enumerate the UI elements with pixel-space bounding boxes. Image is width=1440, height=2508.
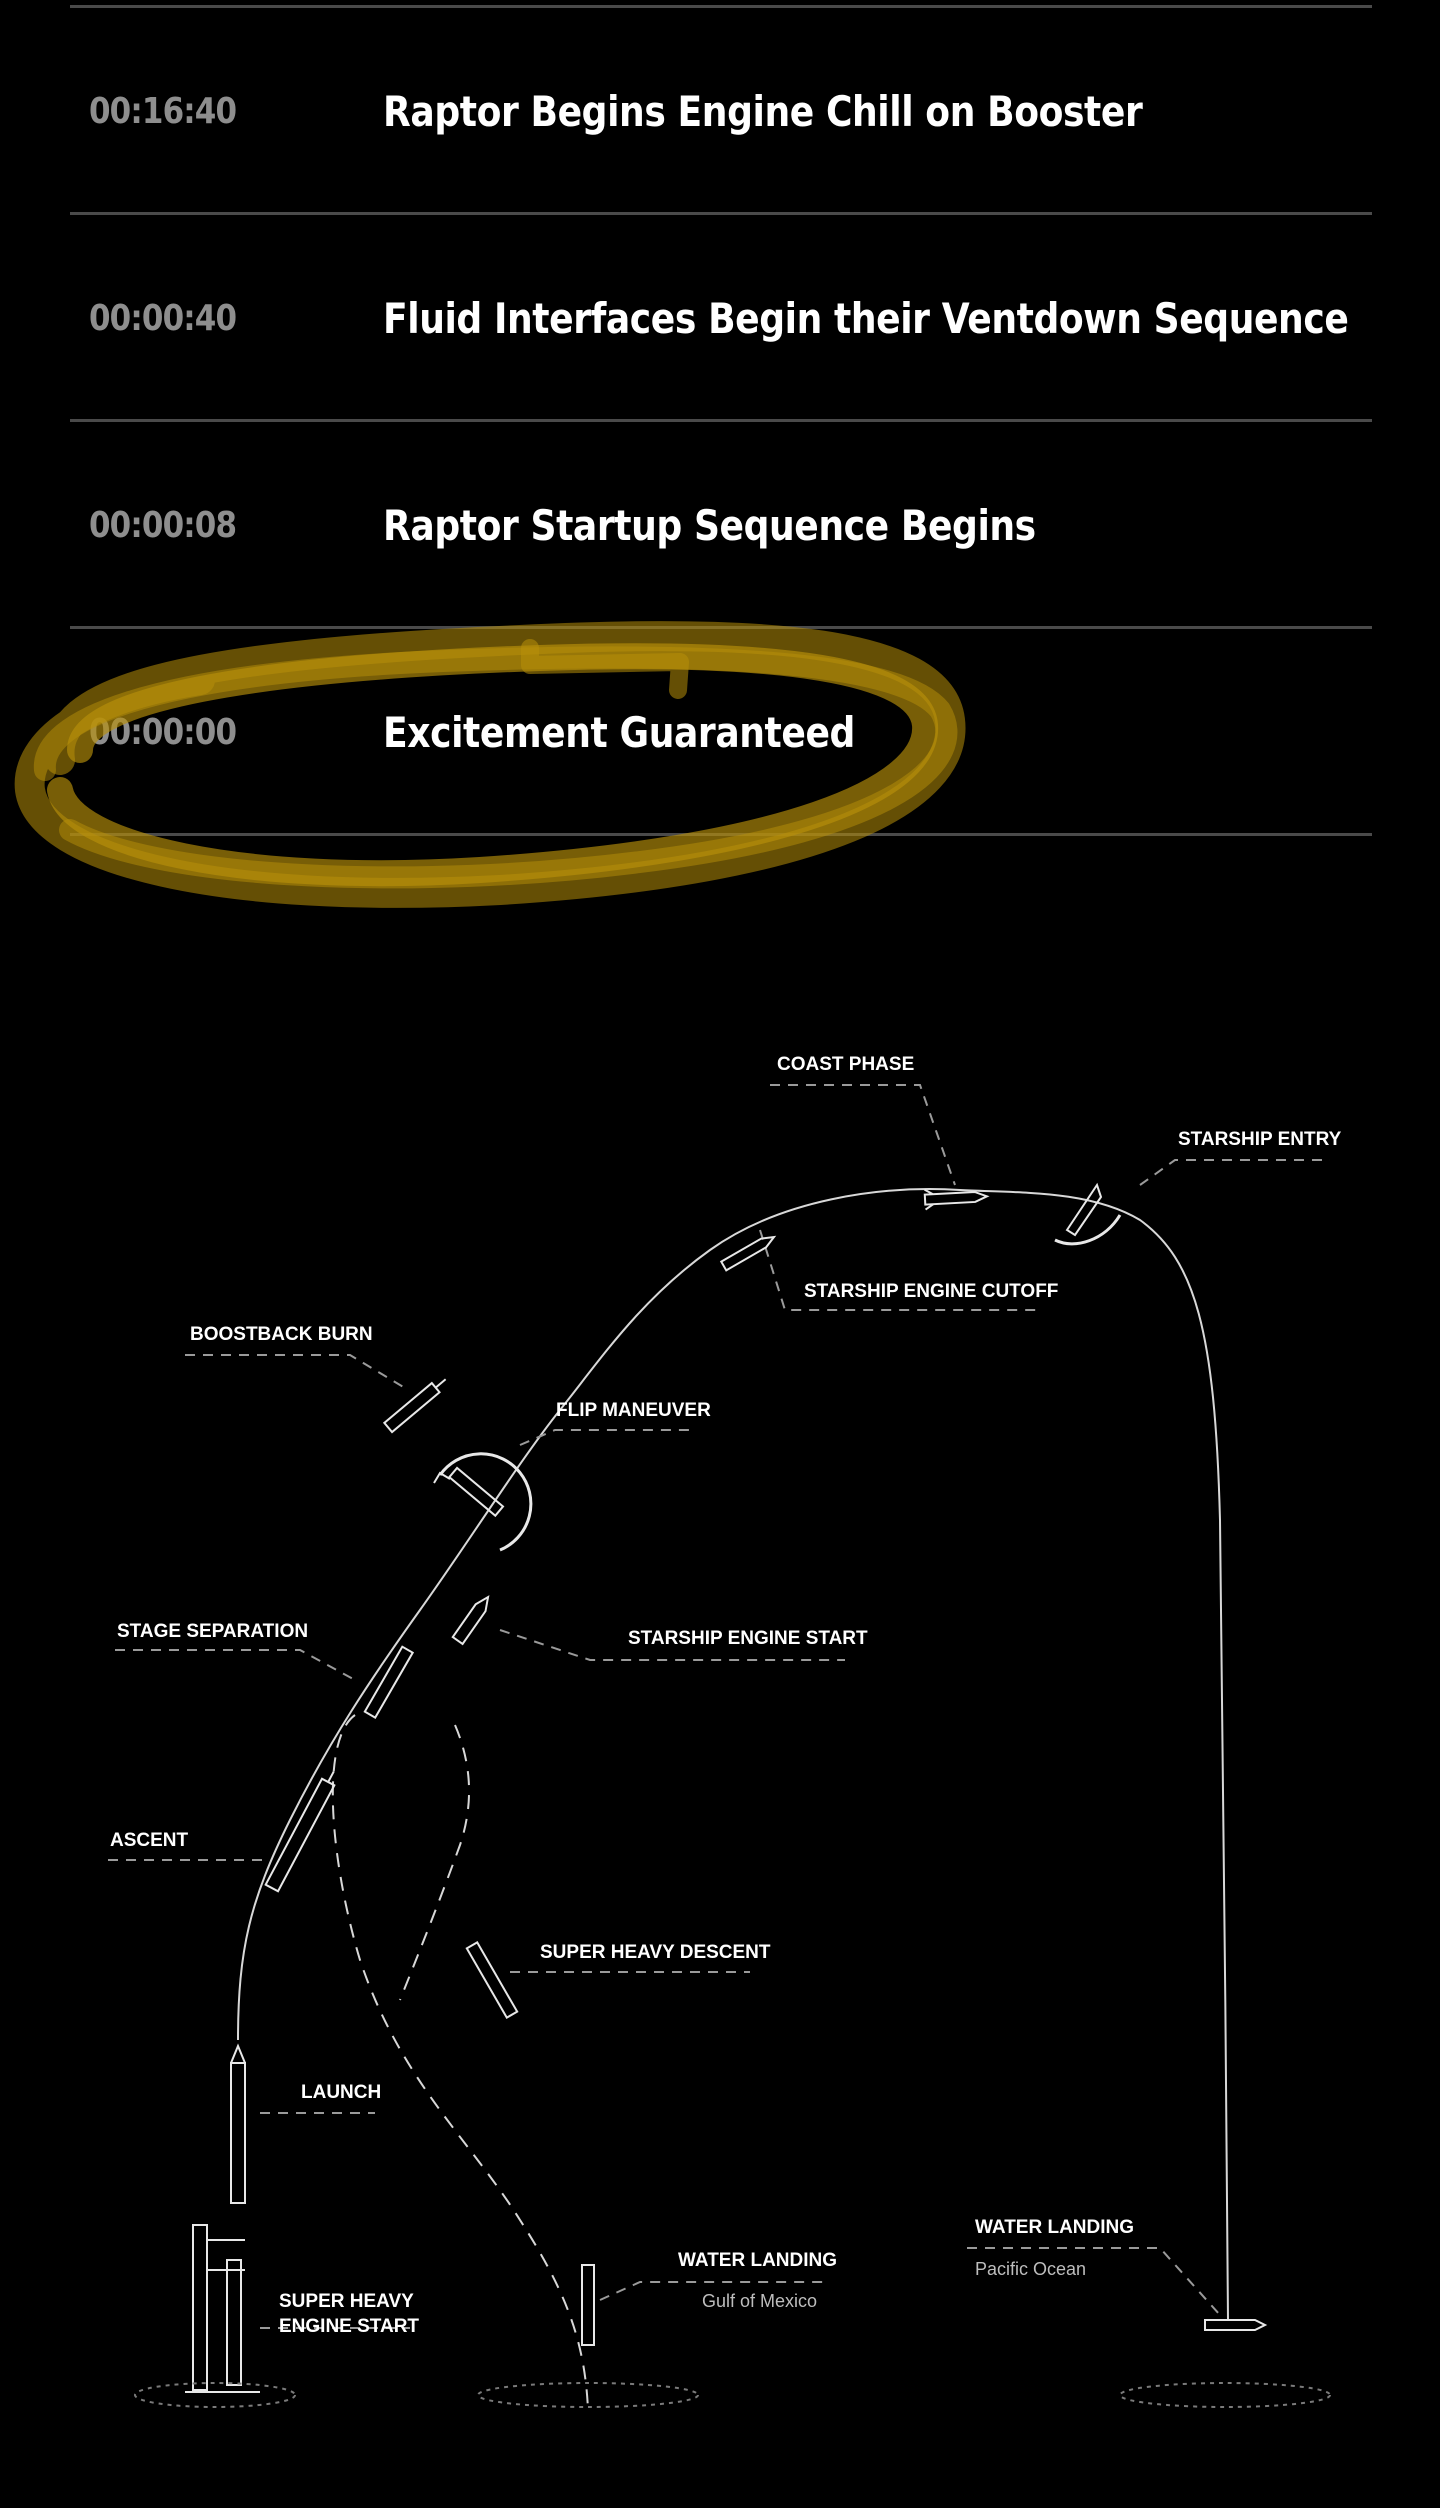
event-label: Raptor Begins Engine Chill on Booster: [383, 87, 1143, 136]
label-flip-maneuver: FLIP MANEUVER: [556, 1400, 711, 1421]
timeline-row: [70, 422, 1372, 629]
divider: [70, 833, 1372, 836]
label-boostback-burn: BOOSTBACK BURN: [190, 1324, 373, 1345]
label-coast-phase: COAST PHASE: [777, 1054, 915, 1075]
label-starship-engine-start: STARSHIP ENGINE START: [628, 1628, 868, 1649]
event-label: Fluid Interfaces Begin their Ventdown Sequence: [383, 294, 1349, 343]
label-super-heavy-engine-start: SUPER HEAVY: [279, 2291, 414, 2312]
timeline-row: [70, 8, 1372, 215]
label-gulf-of-mexico: Gulf of Mexico: [702, 2291, 818, 2311]
label-water-landing-ship: WATER LANDING: [975, 2217, 1135, 2238]
label-super-heavy-engine-start: ENGINE START: [279, 2316, 420, 2337]
label-water-landing-booster: WATER LANDING: [678, 2250, 838, 2271]
event-label: Raptor Startup Sequence Begins: [383, 501, 1036, 550]
booster-boostback-path: [400, 1725, 469, 2000]
label-starship-entry: STARSHIP ENTRY: [1178, 1129, 1342, 1150]
timeline-row: [70, 215, 1372, 422]
mission-profile-diagram: [0, 1000, 1440, 2508]
label-stage-separation: STAGE SEPARATION: [117, 1621, 309, 1642]
event-time: 00:00:00: [89, 712, 237, 753]
countdown-timeline: [0, 0, 1440, 900]
label-starship-engine-cutoff: STARSHIP ENGINE CUTOFF: [804, 1281, 1059, 1302]
label-super-heavy-descent: SUPER HEAVY DESCENT: [540, 1942, 771, 1963]
label-pacific-ocean: Pacific Ocean: [975, 2259, 1087, 2279]
label-ascent: ASCENT: [110, 1830, 189, 1851]
timeline-row: [70, 629, 1372, 836]
event-time: 00:00:08: [89, 505, 237, 546]
event-time: 00:16:40: [89, 91, 237, 132]
event-label: Excitement Guaranteed: [383, 708, 855, 757]
event-time: 00:00:40: [89, 298, 237, 339]
label-launch: LAUNCH: [301, 2082, 382, 2103]
starship-trajectory: [238, 1189, 1228, 2320]
